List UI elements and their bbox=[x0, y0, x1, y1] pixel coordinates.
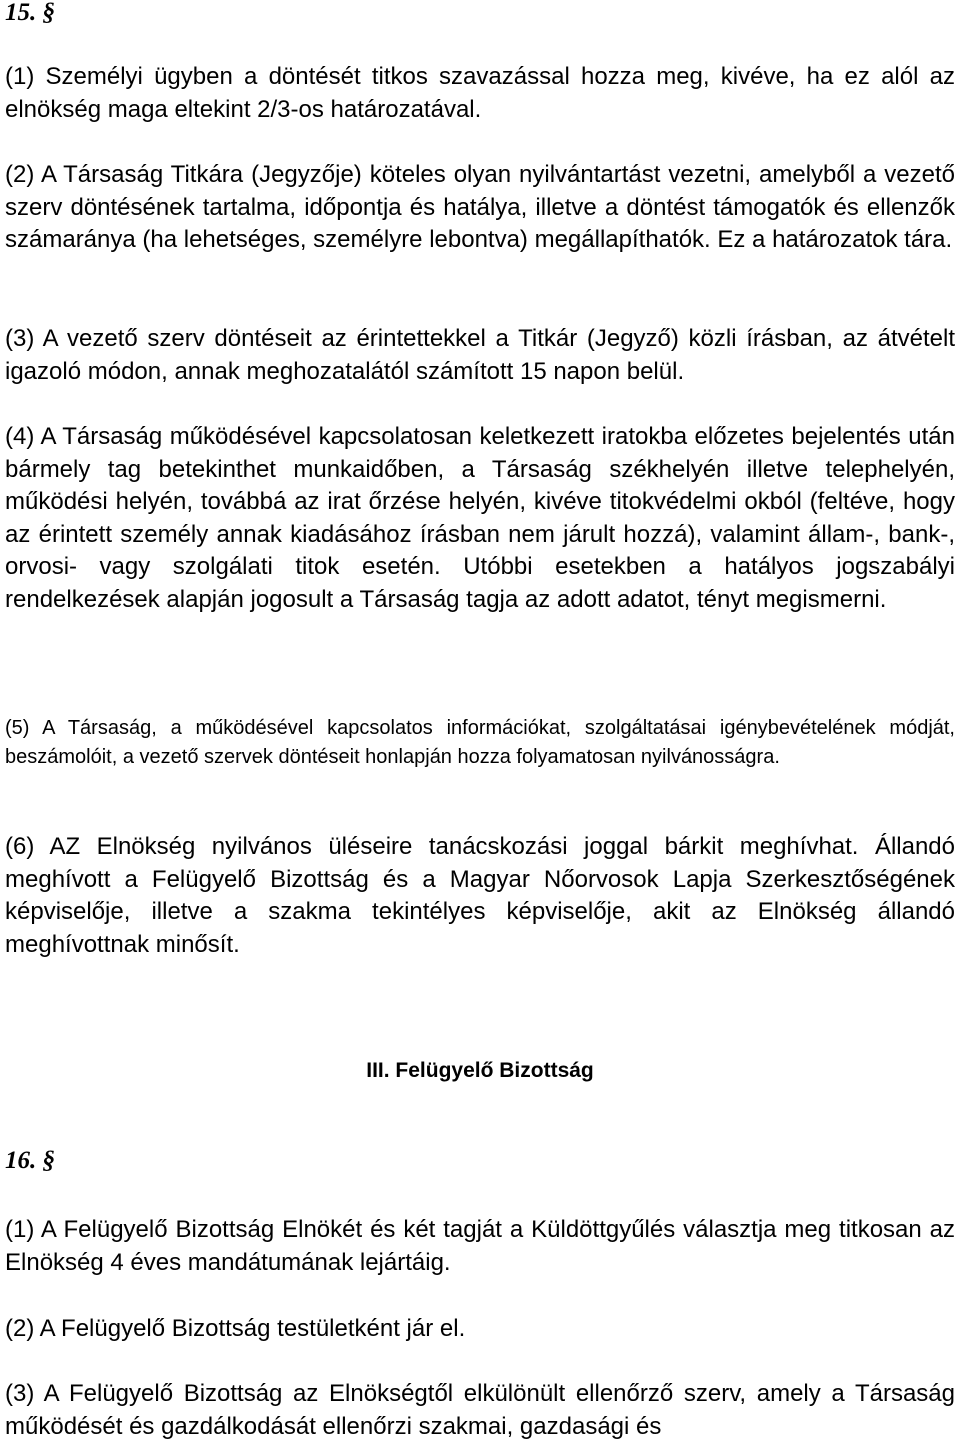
section-16-heading: 16. § bbox=[5, 1147, 55, 1174]
section-16-paragraph-3: (3) A Felügyelő Bizottság az Elnökségtől elkülönült ellenőrző szerv, amely a Társaság működését és gazdálkodását ellenőrzi szakmai, gazdasági és bbox=[5, 1380, 955, 1440]
section-16-paragraph-2: (2) A Felügyelő Bizottság testületként jár el. bbox=[5, 1315, 466, 1342]
section-15-paragraph-4: (4) A Társaság működésével kapcsolatosan keletkezett iratokba előzetes bejelentés után bármely tag betekinthet munkaidőben, a Társaság székhelyén illetve telephelyén, működési helyén, továbbá az irat őrzése helyén, kivéve titokvédelmi okból (feltéve, hogy az érintett személy annak kiadásához írásban nem járult hozzá), valamint állam-, bank-, orvosi- vagy szolgálati titok esetén. Utóbbi esetekben a hatályos jogszabályi rendelkezések alapján jogosult a Társaság tagja az adott adatot, tényt megismerni. bbox=[5, 423, 955, 613]
section-15-paragraph-1: (1) Személyi ügyben a döntését titkos szavazással hozza meg, kivéve, ha ez alól az elnökség maga eltekint 2/3-os határozatával. bbox=[5, 63, 955, 123]
chapter-title: III. Felügyelő Bizottság bbox=[366, 1059, 594, 1082]
section-15-paragraph-6: (6) AZ Elnökség nyilvános üléseire tanácskozási joggal bárkit meghívhat. Állandó meghívott a Felügyelő Bizottság és a Magyar Nőorvosok Lapja Szerkesztőségének képviselője, illetve a szakma tekintélyes képviselője, akit az Elnökség állandó meghívottnak minősít. bbox=[5, 833, 955, 958]
section-15-heading: 15. § bbox=[5, 0, 55, 26]
section-16-paragraph-1: (1) A Felügyelő Bizottság Elnökét és két tagját a Küldöttgyűlés választja meg titkosan az Elnökség 4 éves mandátumának lejártáig. bbox=[5, 1216, 955, 1276]
section-15-paragraph-3: (3) A vezető szerv döntéseit az érintettekkel a Titkár (Jegyző) közli írásban, az átvételt igazoló módon, annak meghozatalától számított 15 napon belül. bbox=[5, 325, 955, 385]
section-15-paragraph-5: (5) A Társaság, a működésével kapcsolatos információkat, szolgáltatásai igénybevételének módját, beszámolóit, a vezető szervek döntéseit honlapján hozza folyamatosan nyilvánosságra. bbox=[5, 717, 955, 768]
section-15-paragraph-2: (2) A Társaság Titkára (Jegyzője) köteles olyan nyilvántartást vezetni, amelyből a vezető szerv döntésének tartalma, időpontja és hatálya, illetve a döntést támogatók és ellenzők számaránya (ha lehetséges, személyre lebontva) megállapíthatók. Ez a határozatok tára. bbox=[5, 161, 955, 254]
